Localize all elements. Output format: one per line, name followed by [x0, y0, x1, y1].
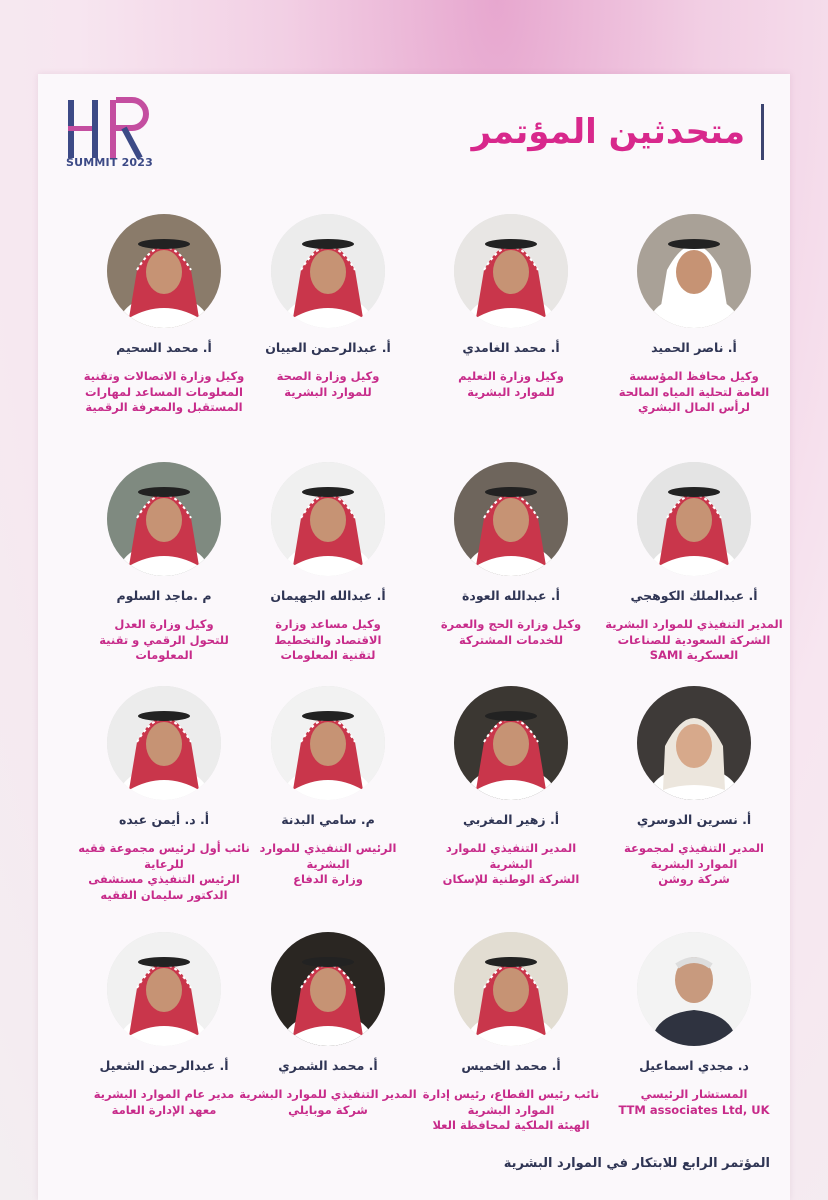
speaker-name: أ. عبدالله الجهيمان [270, 588, 386, 603]
speaker-role: الرئيس التنفيذي للموارد البشرية وزارة الدفاع [259, 841, 397, 887]
speaker-name: أ. محمد الشمري [278, 1058, 378, 1073]
speaker-name: م. سامي البدنة [281, 812, 375, 827]
speaker-name: أ. محمد الخميس [461, 1058, 561, 1073]
speaker-role: وكيل محافظ المؤسسة العامة لتحلية المياه المالحة لرأس المال البشري [618, 369, 770, 415]
speaker-name: أ. عبدالرحمن الشعيل [99, 1058, 229, 1073]
speaker-role: وكيل وزارة التعليم للموارد البشرية [458, 369, 564, 399]
speaker-role: وكيل وزارة الحج والعمرة للخدمات المشتركة [440, 617, 582, 647]
speaker-photo [107, 214, 221, 328]
speaker-name: د. مجدي اسماعيل [639, 1058, 749, 1073]
speaker-role: وكيل وزارة الاتصالات وتقنية المعلومات المساعد لمهارات المستقبل والمعرفة الرقمية [83, 369, 245, 415]
speaker-photo [637, 932, 751, 1046]
speaker-role: نائب أول لرئيس مجموعة فقيه للرعاية الرئيس التنفيذي مستشفى الدكتور سليمان الفقيه [78, 841, 250, 902]
speaker-photo [637, 214, 751, 328]
speaker-photo [107, 462, 221, 576]
speaker-card [74, 462, 254, 664]
speaker-photo [454, 214, 568, 328]
speaker-card [421, 462, 601, 648]
portrait-silhouette-icon [637, 686, 751, 800]
speaker-role: المدير التنفيذي للموارد البشرية الشركة الوطنية للإسكان [442, 841, 580, 887]
portrait-silhouette-icon [271, 214, 385, 328]
portrait-silhouette-icon [271, 462, 385, 576]
page-title: متحدثين المؤتمر [471, 112, 745, 152]
poster-sheet [38, 74, 790, 1200]
speaker-role: المدير التنفيذي لمجموعة الموارد البشرية شركة روشن [624, 841, 764, 887]
speaker-card [74, 214, 254, 416]
speaker-role: وكيل وزارة العدل للتحول الرقمي و تقنية المعلومات [99, 617, 229, 663]
speaker-card [421, 686, 601, 888]
portrait-silhouette-icon [454, 214, 568, 328]
speaker-photo [637, 686, 751, 800]
speaker-role: وكيل وزارة الصحة للموارد البشرية [276, 369, 380, 399]
portrait-silhouette-icon [271, 686, 385, 800]
speaker-card [604, 462, 784, 664]
portrait-silhouette-icon [271, 932, 385, 1046]
speaker-name: أ. زهير المغربي [462, 812, 559, 827]
speaker-card [74, 686, 254, 903]
portrait-silhouette-icon [637, 462, 751, 576]
speaker-name: أ. عبدالرحمن العييان [265, 340, 391, 355]
speaker-photo [271, 214, 385, 328]
speaker-role: مدير عام الموارد البشرية معهد الإدارة العامة [93, 1087, 235, 1117]
speaker-card [238, 462, 418, 664]
speaker-name: أ. محمد الغامدي [462, 340, 560, 355]
speaker-name: أ. ناصر الحميد [651, 340, 737, 355]
speaker-name: أ. عبدالملك الكوهجي [630, 588, 758, 603]
speaker-photo [637, 462, 751, 576]
logo-caption: SUMMIT 2023 [66, 156, 153, 169]
portrait-silhouette-icon [107, 214, 221, 328]
speaker-name: أ. د. أيمن عبده [118, 812, 210, 827]
portrait-silhouette-icon [637, 932, 751, 1046]
speaker-role: المستشار الرئيسي TTM associates Ltd, UK [618, 1087, 770, 1117]
portrait-silhouette-icon [107, 686, 221, 800]
speaker-role: المدير التنفيذي للموارد البشرية الشركة السعودية للصناعات العسكرية SAMI [605, 617, 783, 663]
speaker-photo [107, 686, 221, 800]
speaker-card [421, 932, 601, 1134]
speaker-name: م .ماجد السلوم [116, 588, 212, 603]
speaker-card [238, 932, 418, 1118]
speaker-card [604, 686, 784, 888]
speaker-photo [271, 932, 385, 1046]
portrait-silhouette-icon [454, 462, 568, 576]
speaker-card [421, 214, 601, 400]
speaker-grid [38, 74, 790, 1200]
portrait-silhouette-icon [454, 932, 568, 1046]
speaker-name: أ. محمد السحيم [116, 340, 212, 355]
speaker-photo [271, 686, 385, 800]
speaker-card [604, 932, 784, 1118]
portrait-silhouette-icon [454, 686, 568, 800]
speaker-photo [454, 932, 568, 1046]
speaker-photo [454, 462, 568, 576]
portrait-silhouette-icon [107, 462, 221, 576]
portrait-silhouette-icon [107, 932, 221, 1046]
speaker-card [238, 214, 418, 400]
speaker-card [74, 932, 254, 1118]
speaker-photo [454, 686, 568, 800]
speaker-role: وكيل مساعد وزارة الاقتصاد والتخطيط لتقنية المعلومات [274, 617, 382, 663]
speaker-photo [107, 932, 221, 1046]
speaker-role: المدير التنفيذي للموارد البشرية شركة موبايلي [239, 1087, 417, 1117]
footer-text: المؤتمر الرابع للابتكار في الموارد البشرية [503, 1156, 770, 1171]
speaker-card [238, 686, 418, 888]
speaker-card [604, 214, 784, 416]
speaker-name: أ. نسرين الدوسري [636, 812, 752, 827]
speaker-role: نائب رئيس القطاع، رئيس إدارة الموارد البشرية الهيئة الملكية لمحافظة العلا [422, 1087, 600, 1133]
portrait-silhouette-icon [637, 214, 751, 328]
speaker-photo [271, 462, 385, 576]
speaker-name: أ. عبدالله العودة [462, 588, 560, 603]
